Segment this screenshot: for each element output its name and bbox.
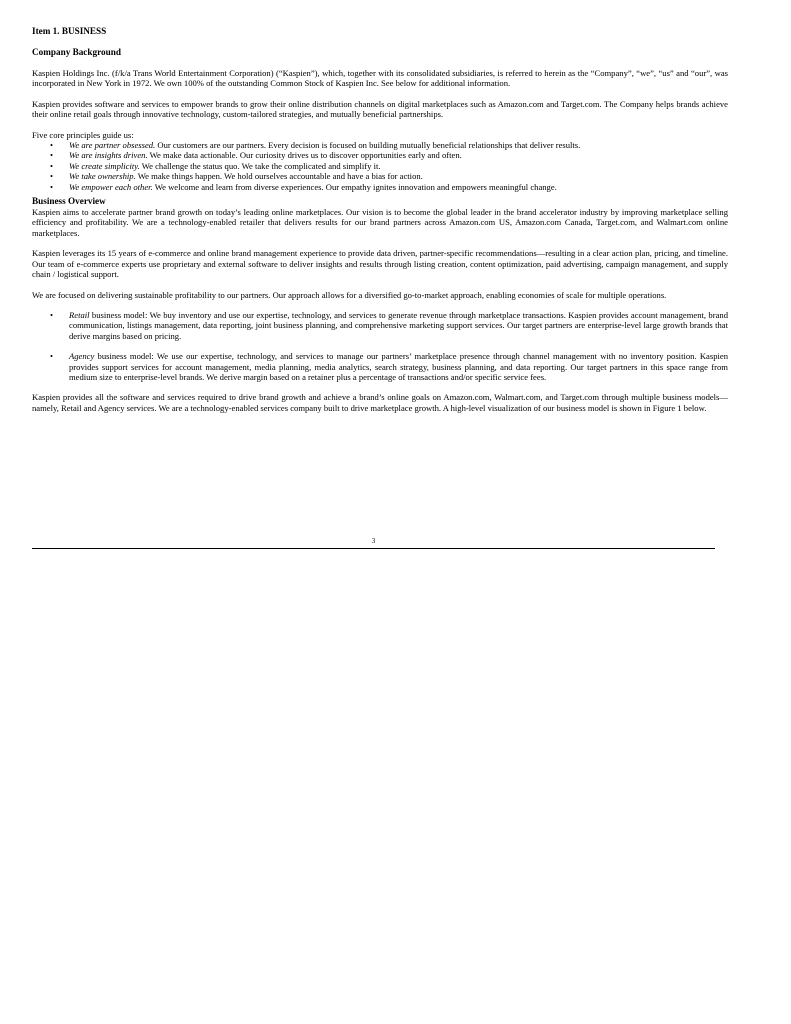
item-heading: Item 1. BUSINESS bbox=[32, 26, 107, 36]
business-overview-paragraph-3: We are focused on delivering sustainable profitability to our partners. Our approach allows for a diversified go-to-market approach, enabling economies of scale for multiple operations. bbox=[32, 289, 667, 300]
bullet-icon: • bbox=[50, 171, 54, 182]
business-model-text: business model: We use our expertise, technology, and services to manage our partners’ marketplace presence through channel management with no inventory position. Kaspien provides support services for account management, media planning, media analytics, search strategy, business planning, and data reporting. Our target partners in this space range from medium size to enterprise-level brands. We derive margin based on a retainer plus a percentage of transactions and/or specific service fees. bbox=[69, 351, 728, 382]
principle-title: We create simplicity. bbox=[69, 160, 140, 171]
principle-title: We empower each other. bbox=[69, 181, 153, 192]
business-overview-heading: Business Overview bbox=[32, 196, 106, 207]
bullet-icon: • bbox=[50, 140, 54, 151]
principle-item bbox=[32, 140, 728, 150]
document-page bbox=[32, 26, 728, 413]
business-model-title: Agency bbox=[69, 351, 95, 362]
principle-text: We make things happen. We hold ourselves accountable and have a bias for action. bbox=[135, 171, 423, 182]
principle-item bbox=[32, 171, 728, 181]
principle-title: We are partner obsessed. bbox=[69, 140, 156, 151]
principles-intro: Five core principles guide us: bbox=[32, 129, 134, 140]
principle-text: We make data actionable. Our curiosity drives us to discover opportunities early and often. bbox=[147, 150, 462, 161]
bullet-icon: • bbox=[50, 150, 54, 161]
principle-text: We challenge the status quo. We take the complicated and simplify it. bbox=[139, 160, 381, 171]
business-models-list bbox=[32, 310, 728, 382]
principle-text: Our customers are our partners. Every decision is focused on building mutually beneficial relationships that deliver results. bbox=[155, 140, 581, 151]
principles-list bbox=[32, 140, 728, 192]
bullet-icon: • bbox=[50, 160, 54, 171]
bullet-icon: • bbox=[50, 309, 54, 320]
principle-item bbox=[32, 161, 728, 171]
business-overview-paragraph-1: Kaspien aims to accelerate partner brand growth on today’s leading online marketplaces. Our vision is to become the global leader in the brand accelerator industry by improving marketplace selling efficiency and profitability. We are a technology-enabled retailer that delivers results for our brand partners across Amazon.com US, Amazon.com Canada, Target.com, and Walmart.com online marketplaces. bbox=[32, 207, 728, 238]
principle-text: We welcome and learn from diverse experiences. Our empathy ignites innovation and empowers meaningful change. bbox=[152, 181, 557, 192]
bullet-icon: • bbox=[50, 181, 54, 192]
company-background-heading: Company Background bbox=[32, 47, 121, 57]
principle-item bbox=[32, 182, 728, 192]
business-model-title: Retail bbox=[69, 309, 90, 320]
principle-title: We are insights driven. bbox=[69, 150, 148, 161]
business-overview-paragraph-4: Kaspien provides all the software and services required to drive brand growth and achieve a brand’s online goals on Amazon.com, Walmart.com, and Target.com through multiple business models—namely, Retail and Agency services. We are a technology-enabled services company built to drive marketplace growth. A high-level visualization of our business model is shown in Figure 1 below. bbox=[32, 392, 728, 413]
footer-divider bbox=[32, 548, 715, 549]
principle-title: We take ownership. bbox=[69, 171, 136, 182]
bullet-icon: • bbox=[50, 351, 54, 362]
business-model-text: business model: We buy inventory and use our expertise, technology, and services to generate revenue through marketplace transactions. Kaspien provides account management, brand communication, listings management, data reporting, joint business planning, and comprehensive marketing support services. Our target partners are enterprise-level large growth brands that derive margins based on pricing. bbox=[69, 309, 728, 341]
principle-item bbox=[32, 150, 728, 160]
business-overview-paragraph-2: Kaspien leverages its 15 years of e-commerce and online brand management experience to provide data driven, partner-specific recommendations—resulting in a clear action plan, pricing, and timeline. Our team of e-commerce experts use proprietary and external software to deliver insights and results through listing creation, content optimization, paid advertising, campaign management, and supply chain / logistical support. bbox=[32, 248, 728, 280]
company-background-paragraph-2: Kaspien provides software and services to empower brands to grow their online distribution channels on digital marketplaces such as Amazon.com and Target.com. The Company helps brands achieve their online retail goals through innovative technology, custom-tailored strategies, and mutually beneficial partnerships. bbox=[32, 98, 728, 120]
company-background-paragraph-1: Kaspien Holdings Inc. (f/k/a Trans World Entertainment Corporation) (“Kaspien”), which, together with its consolidated subsidiaries, is referred to herein as the “Company”, “we”, “us” and “our”, was incorporated in New York in 1972. We own 100% of the outstanding Common Stock of Kaspien Inc. See below for additional information. bbox=[32, 68, 728, 89]
business-model-item bbox=[32, 310, 728, 341]
page-number: 3 bbox=[371, 537, 376, 545]
business-model-item bbox=[32, 351, 728, 382]
